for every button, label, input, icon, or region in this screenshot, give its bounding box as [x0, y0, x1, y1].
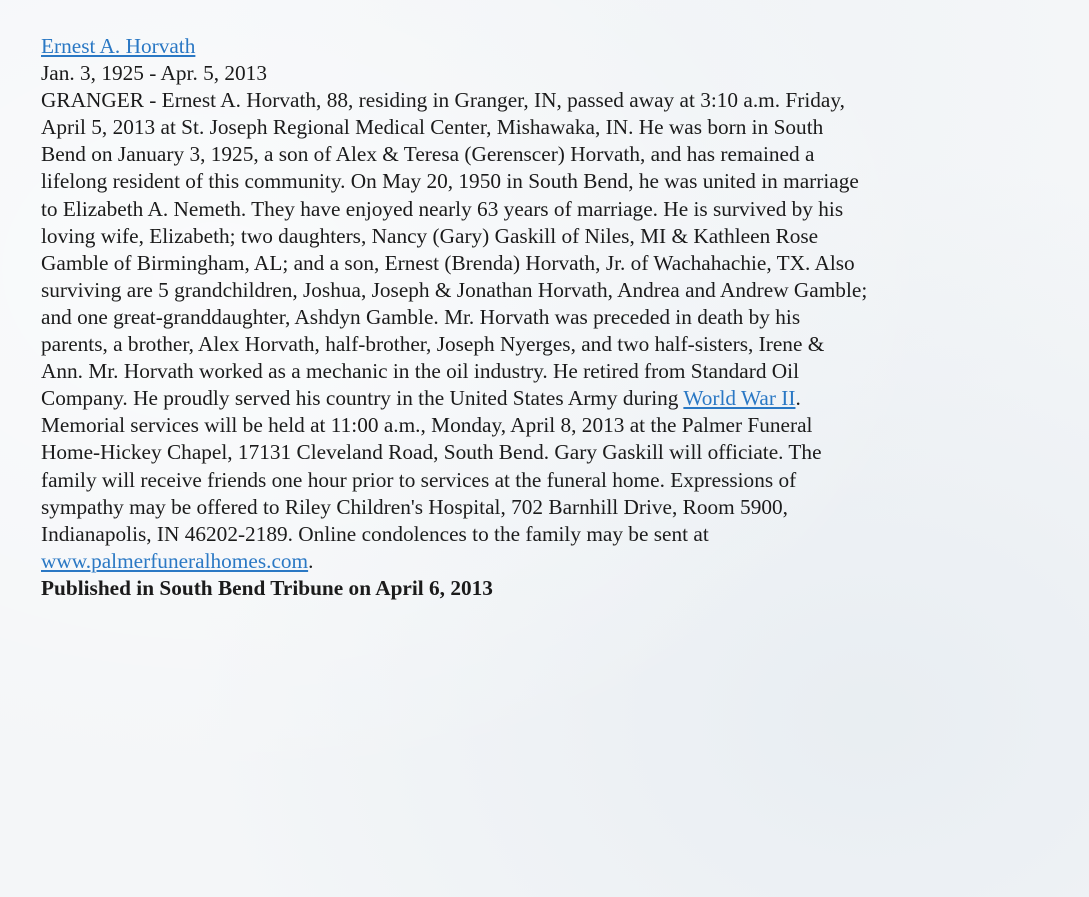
body-line-10: parents, a brother, Alex Horvath, half-brother, Joseph Nyerges, and two half-sisters, Irene &: [41, 332, 825, 357]
body-line-4: lifelong resident of this community. On May 20, 1950 in South Bend, he was united in marriage: [41, 169, 859, 194]
body-line-12-period: .: [795, 386, 801, 411]
body-line-13: Memorial services will be held at 11:00 a.m., Monday, April 8, 2013 at the Palmer Funeral: [41, 413, 813, 438]
body-line-7: Gamble of Birmingham, AL; and a son, Ernest (Brenda) Horvath, Jr. of Wachahachie, TX. Also: [41, 250, 855, 275]
obituary-text: [41, 33, 1041, 602]
published-credit: Published in South Bend Tribune on April 6, 2013: [41, 575, 493, 600]
deceased-name-link[interactable]: Ernest A. Horvath: [41, 34, 196, 58]
website-line: [41, 548, 1041, 575]
body-line-9: and one great-granddaughter, Ashdyn Gamble. Mr. Horvath was preceded in death by his: [41, 304, 801, 329]
body-line-3: Bend on January 3, 1925, a son of Alex & Teresa (Gerenscer) Horvath, and has remained a: [41, 142, 815, 167]
body-line-5: to Elizabeth A. Nemeth. They have enjoyed nearly 63 years of marriage. He is survived by his: [41, 196, 844, 221]
name-line: [41, 33, 1041, 60]
body-line-6: loving wife, Elizabeth; two daughters, Nancy (Gary) Gaskill of Niles, MI & Kathleen Rose: [41, 223, 819, 248]
funeral-home-website-link[interactable]: www.palmerfuneralhomes.com: [41, 548, 309, 573]
world-war-ii-link[interactable]: World War II: [683, 386, 796, 411]
body-line-2: April 5, 2013 at St. Joseph Regional Medical Center, Mishawaka, IN. He was born in South: [41, 115, 824, 140]
body-line-16: sympathy may be offered to Riley Children's Hospital, 702 Barnhill Drive, Room 5900,: [41, 494, 788, 519]
body-line-12-text: Company. He proudly served his country in the United States Army during: [41, 386, 684, 411]
life-dates: Jan. 3, 1925 - Apr. 5, 2013: [41, 61, 267, 86]
body-line-12: [41, 385, 1041, 412]
body-line-14: Home-Hickey Chapel, 17131 Cleveland Road, South Bend. Gary Gaskill will officiate. The: [41, 440, 822, 465]
website-period: .: [308, 548, 314, 573]
body-line-1: GRANGER - Ernest A. Horvath, 88, residing in Granger, IN, passed away at 3:10 a.m. Friday,: [41, 88, 845, 113]
body-line-11: Ann. Mr. Horvath worked as a mechanic in the oil industry. He retired from Standard Oil: [41, 359, 800, 384]
body-line-17: Indianapolis, IN 46202-2189. Online condolences to the family may be sent at: [41, 521, 709, 546]
body-line-8: surviving are 5 grandchildren, Joshua, Joseph & Jonathan Horvath, Andrea and Andrew Gamble;: [41, 277, 868, 302]
body-line-15: family will receive friends one hour prior to services at the funeral home. Expressions of: [41, 467, 797, 492]
